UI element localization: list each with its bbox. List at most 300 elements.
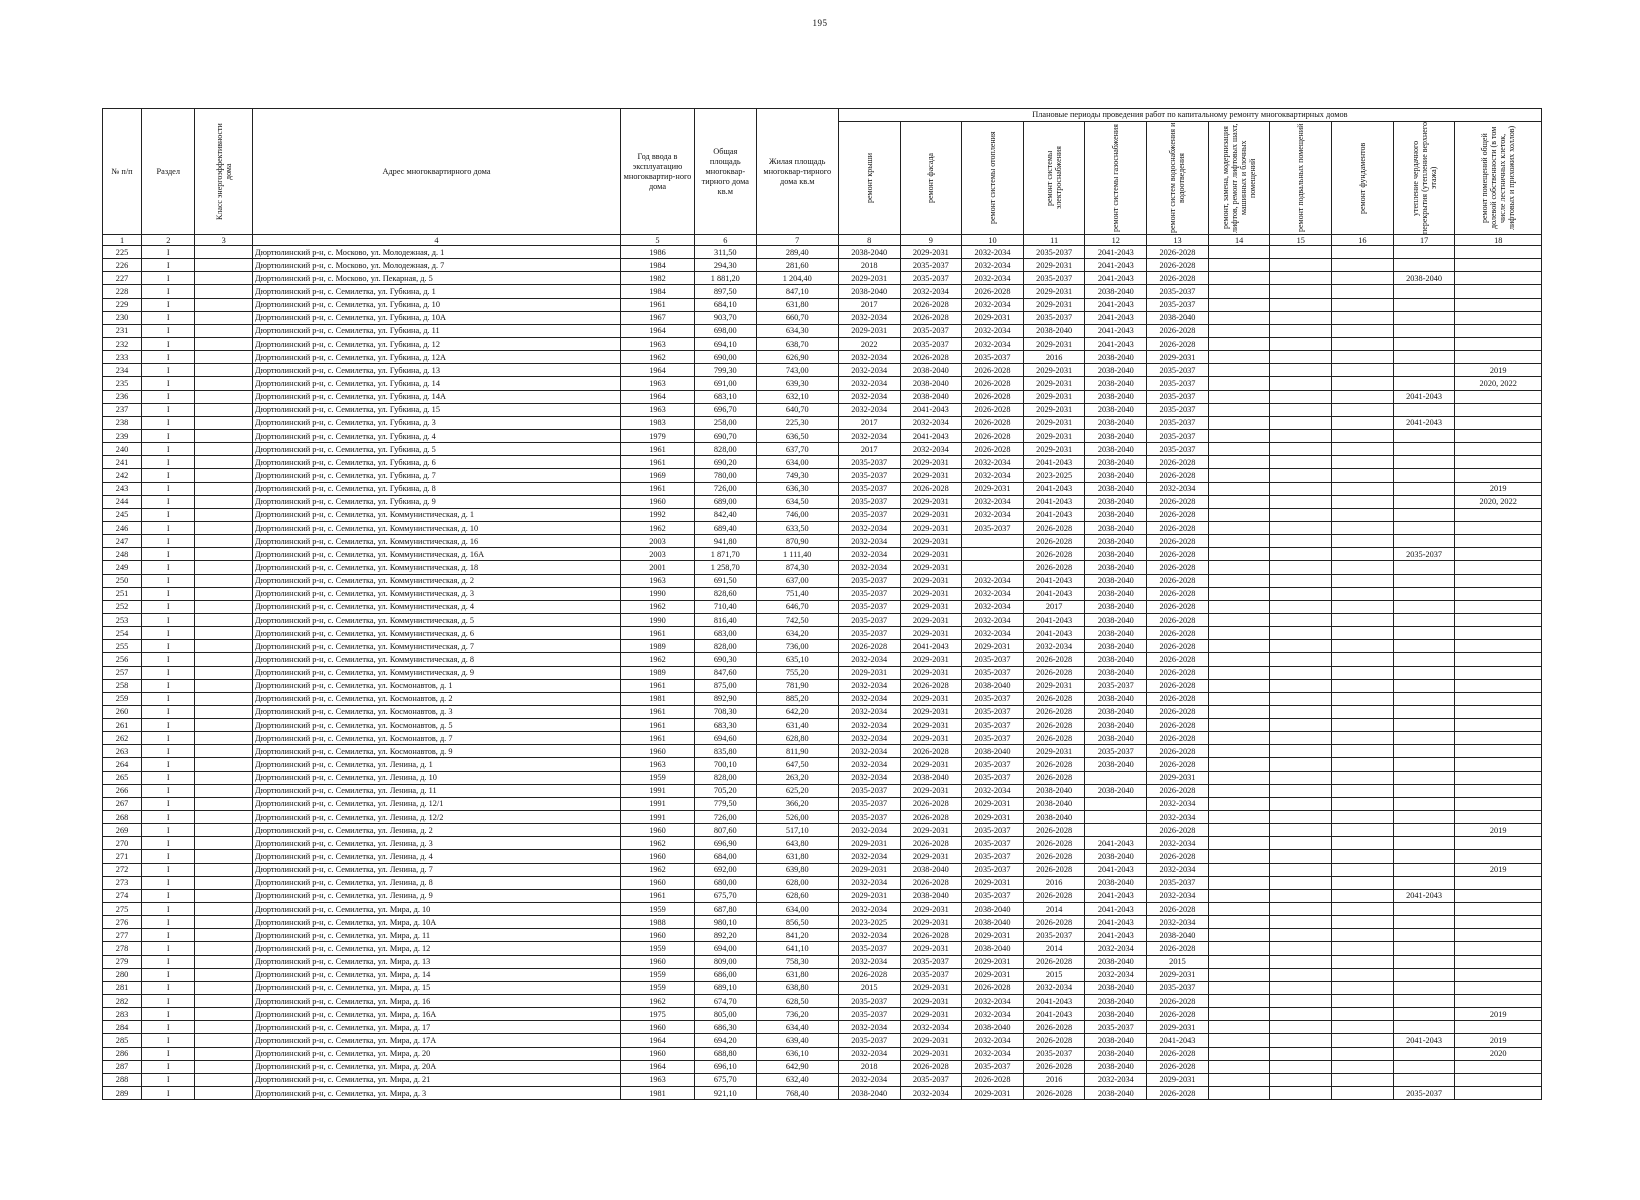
cell-common-areas [1455,535,1542,548]
cell-total-area: 779,50 [694,797,756,810]
cell-heating: 2035-2037 [962,521,1024,534]
cell-water: 2032-2034 [1147,482,1209,495]
cell-heating: 2035-2037 [962,692,1024,705]
cell-num: 277 [103,929,142,942]
cell-num: 266 [103,784,142,797]
cell-facade: 2026-2028 [900,929,962,942]
table-row [103,482,1542,495]
cell-elevator [1208,613,1270,626]
cell-total-area: 258,00 [694,416,756,429]
cell-heating: 2035-2037 [962,758,1024,771]
column-number: 17 [1393,235,1455,246]
cell-attic [1393,916,1455,929]
cell-living-area: 639,40 [756,1034,838,1047]
cell-energy-class [195,377,253,390]
cell-num: 258 [103,679,142,692]
cell-attic [1393,508,1455,521]
cell-section: I [142,916,195,929]
cell-address: Дюртюлинский р-н, с. Семилетка, ул. Мира, д. 17А [253,1034,621,1047]
cell-roof: 2023-2025 [838,916,900,929]
cell-water: 2032-2034 [1147,811,1209,824]
column-number: 3 [195,235,253,246]
cell-basement [1270,443,1332,456]
table-row [103,653,1542,666]
cell-total-area: 694,00 [694,942,756,955]
table-row [103,705,1542,718]
cell-facade: 2029-2031 [900,758,962,771]
cell-foundation [1332,719,1394,732]
cell-energy-class [195,679,253,692]
cell-gas: 2035-2037 [1085,1021,1147,1034]
cell-heating: 2032-2034 [962,469,1024,482]
cell-electric: 2026-2028 [1023,889,1085,902]
cell-num: 237 [103,403,142,416]
cell-electric: 2029-2031 [1023,377,1085,390]
cell-year: 2001 [620,561,694,574]
column-number: 7 [756,235,838,246]
cell-num: 241 [103,456,142,469]
cell-address: Дюртюлинский р-н, с. Семилетка, ул. Губкина, д. 9 [253,495,621,508]
table-row [103,587,1542,600]
cell-electric: 2016 [1023,1073,1085,1086]
cell-facade: 2026-2028 [900,679,962,692]
cell-basement [1270,929,1332,942]
cell-common-areas [1455,889,1542,902]
cell-roof: 2032-2034 [838,732,900,745]
cell-common-areas [1455,705,1542,718]
cell-basement [1270,981,1332,994]
cell-water: 2015 [1147,955,1209,968]
cell-gas: 2038-2040 [1085,587,1147,600]
cell-heating: 2035-2037 [962,889,1024,902]
cell-address: Дюртюлинский р-н, с. Семилетка, ул. Мира, д. 13 [253,955,621,968]
cell-total-area: 687,80 [694,903,756,916]
table-row [103,574,1542,587]
cell-water: 2026-2028 [1147,653,1209,666]
cell-water: 2032-2034 [1147,863,1209,876]
cell-total-area: 710,40 [694,600,756,613]
cell-roof: 2035-2037 [838,469,900,482]
cell-electric: 2038-2040 [1023,324,1085,337]
cell-attic: 2035-2037 [1393,548,1455,561]
cell-num: 269 [103,824,142,837]
header-label: ремонт фундаментов [1357,142,1367,214]
cell-foundation [1332,613,1394,626]
column-number: 14 [1208,235,1270,246]
cell-roof: 2032-2034 [838,929,900,942]
cell-section: I [142,758,195,771]
cell-roof: 2035-2037 [838,627,900,640]
cell-living-area: 874,30 [756,561,838,574]
cell-facade: 2029-2031 [900,784,962,797]
cell-address: Дюртюлинский р-н, с. Семилетка, ул. Губкина, д. 10А [253,311,621,324]
cell-num: 282 [103,995,142,1008]
column-number: 4 [253,235,621,246]
column-number: 12 [1085,235,1147,246]
cell-gas: 2041-2043 [1085,916,1147,929]
cell-gas: 2038-2040 [1085,1008,1147,1021]
cell-electric: 2029-2031 [1023,679,1085,692]
cell-foundation [1332,259,1394,272]
cell-num: 242 [103,469,142,482]
cell-elevator [1208,824,1270,837]
cell-living-area: 634,20 [756,627,838,640]
column-number: 8 [838,235,900,246]
cell-address: Дюртюлинский р-н, с. Семилетка, ул. Губкина, д. 13 [253,364,621,377]
cell-attic [1393,1073,1455,1086]
cell-address: Дюртюлинский р-н, с. Семилетка, ул. Коммунистическая, д. 16А [253,548,621,561]
cell-electric: 2035-2037 [1023,246,1085,259]
cell-energy-class [195,692,253,705]
cell-num: 255 [103,640,142,653]
cell-basement [1270,824,1332,837]
cell-water: 2026-2028 [1147,574,1209,587]
cell-year: 1962 [620,351,694,364]
cell-foundation [1332,666,1394,679]
cell-living-area: 632,10 [756,390,838,403]
cell-roof: 2032-2034 [838,903,900,916]
cell-heating: 2035-2037 [962,837,1024,850]
cell-elevator [1208,640,1270,653]
column-number: 15 [1270,235,1332,246]
table-row [103,876,1542,889]
cell-basement [1270,889,1332,902]
cell-elevator [1208,390,1270,403]
cell-heating: 2029-2031 [962,482,1024,495]
cell-water: 2026-2028 [1147,1060,1209,1073]
cell-foundation [1332,797,1394,810]
cell-attic [1393,942,1455,955]
cell-foundation [1332,692,1394,705]
cell-common-areas: 2019 [1455,364,1542,377]
cell-num: 235 [103,377,142,390]
cell-water: 2035-2037 [1147,981,1209,994]
cell-elevator [1208,324,1270,337]
cell-water: 2035-2037 [1147,285,1209,298]
cell-foundation [1332,403,1394,416]
cell-total-area: 805,00 [694,1008,756,1021]
cell-energy-class [195,337,253,350]
cell-attic [1393,351,1455,364]
cell-section: I [142,653,195,666]
table-row [103,324,1542,337]
cell-num: 287 [103,1060,142,1073]
cell-energy-class [195,403,253,416]
cell-attic [1393,377,1455,390]
header-col-facade [900,122,962,235]
cell-gas: 2038-2040 [1085,377,1147,390]
cell-attic [1393,574,1455,587]
cell-living-area: 856,50 [756,916,838,929]
cell-gas: 2038-2040 [1085,456,1147,469]
cell-gas: 2035-2037 [1085,679,1147,692]
cell-living-area: 758,30 [756,955,838,968]
cell-foundation [1332,351,1394,364]
table-row [103,916,1542,929]
cell-attic [1393,1021,1455,1034]
header-col-common-areas [1455,122,1542,235]
cell-num: 253 [103,613,142,626]
cell-energy-class [195,259,253,272]
cell-basement [1270,771,1332,784]
cell-heating: 2035-2037 [962,705,1024,718]
cell-energy-class [195,535,253,548]
cell-foundation [1332,876,1394,889]
cell-common-areas [1455,574,1542,587]
cell-year: 1962 [620,600,694,613]
cell-living-area: 1 111,40 [756,548,838,561]
cell-roof: 2035-2037 [838,942,900,955]
cell-roof: 2032-2034 [838,311,900,324]
cell-address: Дюртюлинский р-н, с. Семилетка, ул. Губкина, д. 12А [253,351,621,364]
cell-common-areas [1455,456,1542,469]
cell-water: 2035-2037 [1147,429,1209,442]
cell-heating: 2032-2034 [962,1034,1024,1047]
cell-electric: 2015 [1023,968,1085,981]
cell-address: Дюртюлинский р-н, с. Семилетка, ул. Мира, д. 17 [253,1021,621,1034]
cell-heating: 2032-2034 [962,259,1024,272]
table-row [103,535,1542,548]
cell-total-area: 780,00 [694,469,756,482]
cell-water: 2026-2028 [1147,942,1209,955]
cell-address: Дюртюлинский р-н, с. Семилетка, ул. Мира, д. 3 [253,1087,621,1100]
header-col-section [142,109,195,235]
table-row [103,679,1542,692]
cell-total-area: 897,50 [694,285,756,298]
cell-gas: 2038-2040 [1085,758,1147,771]
cell-heating: 2029-2031 [962,1087,1024,1100]
cell-living-area: 641,10 [756,942,838,955]
cell-facade: 2029-2031 [900,535,962,548]
cell-energy-class [195,995,253,1008]
cell-living-area: 628,50 [756,995,838,1008]
cell-living-area: 628,80 [756,732,838,745]
cell-water: 2026-2028 [1147,640,1209,653]
cell-electric: 2041-2043 [1023,508,1085,521]
header-label: ремонт системы электроснабжения [1045,146,1064,210]
cell-facade: 2029-2031 [900,981,962,994]
cell-attic [1393,469,1455,482]
cell-section: I [142,876,195,889]
cell-roof: 2038-2040 [838,1087,900,1100]
cell-attic [1393,745,1455,758]
cell-heating: 2035-2037 [962,1060,1024,1073]
cell-heating: 2032-2034 [962,456,1024,469]
cell-basement [1270,745,1332,758]
cell-water: 2026-2028 [1147,587,1209,600]
cell-roof: 2029-2031 [838,837,900,850]
cell-energy-class [195,1060,253,1073]
cell-elevator [1208,548,1270,561]
cell-heating: 2032-2034 [962,995,1024,1008]
cell-gas: 2038-2040 [1085,627,1147,640]
cell-common-areas [1455,732,1542,745]
cell-year: 1969 [620,469,694,482]
cell-section: I [142,482,195,495]
cell-common-areas [1455,758,1542,771]
cell-energy-class [195,613,253,626]
table-row [103,666,1542,679]
cell-heating: 2035-2037 [962,666,1024,679]
cell-electric: 2026-2028 [1023,850,1085,863]
cell-energy-class [195,955,253,968]
cell-elevator [1208,298,1270,311]
cell-total-area: 903,70 [694,311,756,324]
cell-basement [1270,469,1332,482]
cell-common-areas [1455,1073,1542,1086]
cell-basement [1270,259,1332,272]
cell-heating: 2035-2037 [962,653,1024,666]
cell-gas [1085,811,1147,824]
cell-electric: 2029-2031 [1023,390,1085,403]
cell-common-areas [1455,784,1542,797]
cell-energy-class [195,521,253,534]
cell-gas: 2041-2043 [1085,324,1147,337]
cell-common-areas [1455,351,1542,364]
cell-common-areas [1455,246,1542,259]
cell-total-area: 842,40 [694,508,756,521]
cell-common-areas [1455,666,1542,679]
cell-num: 225 [103,246,142,259]
cell-water: 2026-2028 [1147,337,1209,350]
cell-foundation [1332,521,1394,534]
cell-section: I [142,613,195,626]
cell-gas: 2038-2040 [1085,364,1147,377]
cell-foundation [1332,679,1394,692]
cell-attic: 2041-2043 [1393,390,1455,403]
cell-energy-class [195,850,253,863]
cell-roof: 2032-2034 [838,758,900,771]
cell-facade: 2035-2037 [900,968,962,981]
cell-basement [1270,548,1332,561]
cell-elevator [1208,1008,1270,1021]
cell-energy-class [195,903,253,916]
cell-water: 2032-2034 [1147,837,1209,850]
cell-year: 1961 [620,705,694,718]
cell-attic [1393,784,1455,797]
table-row [103,850,1542,863]
cell-common-areas [1455,929,1542,942]
table-row [103,285,1542,298]
cell-basement [1270,600,1332,613]
cell-address: Дюртюлинский р-н, с. Семилетка, ул. Мира, д. 14 [253,968,621,981]
header-col-living-area [756,109,838,235]
cell-heating: 2038-2040 [962,745,1024,758]
cell-foundation [1332,456,1394,469]
cell-attic [1393,653,1455,666]
cell-gas: 2032-2034 [1085,968,1147,981]
cell-total-area: 708,30 [694,705,756,718]
cell-common-areas [1455,968,1542,981]
cell-electric: 2035-2037 [1023,272,1085,285]
table-row [103,719,1542,732]
cell-heating [962,561,1024,574]
cell-num: 232 [103,337,142,350]
cell-water: 2026-2028 [1147,456,1209,469]
cell-section: I [142,508,195,521]
cell-roof: 2032-2034 [838,692,900,705]
cell-water: 2026-2028 [1147,850,1209,863]
cell-total-area: 696,90 [694,837,756,850]
cell-electric: 2026-2028 [1023,666,1085,679]
header-col-foundation [1332,122,1394,235]
cell-total-area: 689,00 [694,495,756,508]
cell-elevator [1208,508,1270,521]
cell-foundation [1332,443,1394,456]
cell-address: Дюртюлинский р-н, с. Семилетка, ул. Губкина, д. 5 [253,443,621,456]
cell-gas: 2041-2043 [1085,889,1147,902]
table-row [103,246,1542,259]
cell-roof: 2032-2034 [838,535,900,548]
cell-attic [1393,640,1455,653]
cell-basement [1270,482,1332,495]
cell-electric: 2035-2037 [1023,1047,1085,1060]
table-row [103,942,1542,955]
capital-repair-table [102,108,1542,1100]
cell-total-area: 690,20 [694,456,756,469]
cell-facade: 2032-2034 [900,285,962,298]
cell-address: Дюртюлинский р-н, с. Семилетка, ул. Коммунистическая, д. 9 [253,666,621,679]
header-col-basement [1270,122,1332,235]
cell-foundation [1332,981,1394,994]
cell-heating: 2032-2034 [962,1047,1024,1060]
cell-year: 1961 [620,679,694,692]
cell-elevator [1208,981,1270,994]
cell-water: 2032-2034 [1147,797,1209,810]
cell-address: Дюртюлинский р-н, с. Семилетка, ул. Мира, д. 11 [253,929,621,942]
cell-year: 1959 [620,981,694,994]
cell-num: 267 [103,797,142,810]
cell-year: 1959 [620,968,694,981]
cell-electric: 2026-2028 [1023,732,1085,745]
cell-elevator [1208,679,1270,692]
cell-section: I [142,600,195,613]
cell-electric: 2029-2031 [1023,298,1085,311]
cell-basement [1270,377,1332,390]
cell-attic [1393,495,1455,508]
cell-num: 251 [103,587,142,600]
cell-electric: 2026-2028 [1023,692,1085,705]
cell-energy-class [195,574,253,587]
cell-basement [1270,1047,1332,1060]
cell-total-area: 726,00 [694,811,756,824]
cell-gas: 2038-2040 [1085,955,1147,968]
cell-roof: 2032-2034 [838,705,900,718]
cell-common-areas: 2019 [1455,1008,1542,1021]
cell-common-areas [1455,627,1542,640]
cell-common-areas [1455,324,1542,337]
cell-basement [1270,337,1332,350]
cell-water: 2026-2028 [1147,784,1209,797]
cell-foundation [1332,1047,1394,1060]
cell-heating: 2038-2040 [962,1021,1024,1034]
cell-elevator [1208,863,1270,876]
cell-address: Дюртюлинский р-н, с. Семилетка, ул. Ленина, д. 2 [253,824,621,837]
cell-elevator [1208,1060,1270,1073]
cell-attic [1393,692,1455,705]
cell-heating: 2035-2037 [962,850,1024,863]
cell-basement [1270,535,1332,548]
header-col-energy-class [195,109,253,235]
cell-section: I [142,246,195,259]
cell-facade: 2029-2031 [900,548,962,561]
cell-living-area: 289,40 [756,246,838,259]
cell-facade: 2041-2043 [900,403,962,416]
cell-basement [1270,508,1332,521]
cell-total-area: 686,30 [694,1021,756,1034]
cell-living-area: 640,70 [756,403,838,416]
cell-water: 2035-2037 [1147,876,1209,889]
